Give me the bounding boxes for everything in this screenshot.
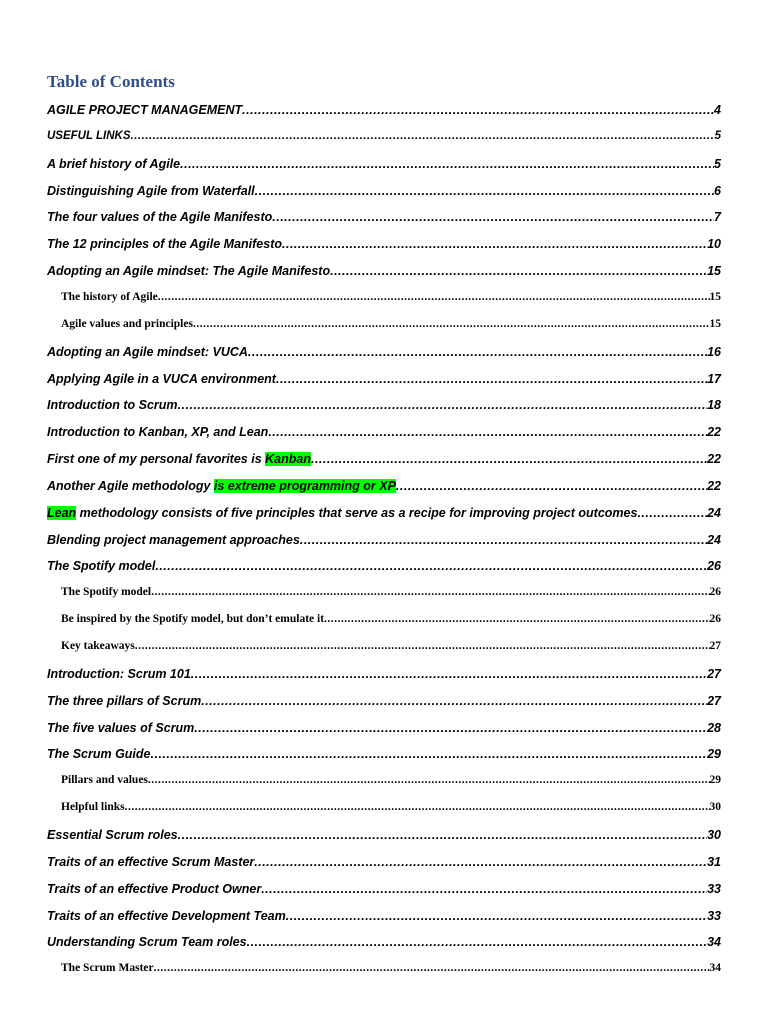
dot-leader <box>255 184 714 198</box>
toc-entry-title <box>47 721 194 735</box>
entry-text: Adopting an Agile mindset: The Agile Manifesto <box>47 264 331 279</box>
dot-leader <box>154 962 710 974</box>
toc-entry[interactable] <box>47 882 721 896</box>
dot-leader <box>254 855 707 869</box>
page-number: 24 <box>707 505 721 520</box>
entry-text: Traits of an effective Scrum Master <box>47 854 255 869</box>
entry-text: Pillars and values <box>61 774 148 787</box>
entry-text: Introduction to Kanban, XP, and Lean <box>47 425 269 440</box>
dot-leader <box>148 774 710 786</box>
page-number: 26 <box>707 559 721 574</box>
dot-leader <box>286 909 707 923</box>
entry-text: Agile values and principles <box>61 317 193 330</box>
page-number: 4 <box>714 103 721 117</box>
toc-entry[interactable] <box>47 237 721 251</box>
toc-entry-title <box>47 882 261 896</box>
dot-leader <box>125 801 710 813</box>
page-number: 22 <box>707 452 721 467</box>
dot-leader <box>248 345 707 359</box>
entry-text: Traits of an effective Product Owner <box>47 881 262 896</box>
entry-text: Understanding Scrum Team roles <box>47 935 247 950</box>
toc-subentry[interactable] <box>61 801 721 813</box>
dot-leader <box>282 237 707 251</box>
toc-entry[interactable] <box>47 130 721 142</box>
entry-text: The Spotify model <box>47 559 156 574</box>
entry-text: The Scrum Master <box>61 962 154 975</box>
dot-leader <box>151 586 709 598</box>
entry-text: The five values of Scrum <box>47 720 195 735</box>
toc-subentry[interactable] <box>61 586 721 598</box>
page-number: 30 <box>709 801 721 814</box>
page-number: 24 <box>707 532 721 547</box>
page-number: 26 <box>709 613 721 626</box>
toc-entry-title <box>61 318 193 330</box>
toc-entry-title <box>47 157 180 171</box>
toc-title: Table of Contents <box>47 72 175 91</box>
page-number: 31 <box>707 854 721 869</box>
entry-text: Adopting an Agile mindset: VUCA <box>47 344 248 359</box>
toc-entry-title <box>47 210 272 224</box>
toc-subentry[interactable] <box>61 640 721 652</box>
entry-text: The four values of the Agile Manifesto <box>47 210 273 225</box>
toc-entry-title <box>61 291 158 303</box>
dot-leader <box>178 398 708 412</box>
toc-entry-title <box>47 372 276 386</box>
dot-leader <box>637 506 707 520</box>
entry-text: The three pillars of Scrum <box>47 693 202 708</box>
page-number: 15 <box>709 290 721 303</box>
toc-entry-title <box>47 479 396 493</box>
page-number: 34 <box>709 962 721 975</box>
entry-text: Be inspired by the Spotify model, but don’t emulate it <box>61 613 325 626</box>
entry-text: The history of Agile <box>61 290 158 303</box>
toc-entry-title <box>47 184 255 198</box>
toc-entry-title <box>47 533 300 547</box>
toc-entry[interactable] <box>47 855 721 869</box>
dot-leader <box>191 667 707 681</box>
entry-text: The Scrum Guide <box>47 747 151 762</box>
page-number: 33 <box>707 908 721 923</box>
entry-text: Traits of an effective Development Team <box>47 908 286 923</box>
dot-leader <box>276 372 707 386</box>
entry-text: The Spotify model <box>61 586 152 599</box>
toc-entry-title <box>61 962 154 974</box>
entry-text: The 12 principles of the Agile Manifesto <box>47 237 282 252</box>
dot-leader <box>268 425 707 439</box>
toc-subentry[interactable] <box>61 774 721 786</box>
page-number: 29 <box>709 774 721 787</box>
toc-entry[interactable] <box>47 425 721 439</box>
page-number: 26 <box>709 586 721 599</box>
toc-entry-title <box>47 694 201 708</box>
page-number: 5 <box>714 156 721 171</box>
entry-text: USEFUL LINKS <box>47 129 131 142</box>
toc-entry[interactable] <box>47 506 721 520</box>
page-number: 33 <box>707 881 721 896</box>
toc-subentry[interactable] <box>61 613 721 625</box>
toc-subentry[interactable] <box>61 962 721 974</box>
dot-leader <box>261 882 707 896</box>
dot-leader <box>180 157 714 171</box>
toc-entry-title <box>61 640 135 652</box>
toc-entry[interactable] <box>47 935 721 949</box>
toc-entry[interactable] <box>47 210 721 224</box>
dot-leader <box>324 613 709 625</box>
toc-entry-title <box>47 452 311 466</box>
toc-entry[interactable] <box>47 747 721 761</box>
dot-leader <box>300 533 707 547</box>
page-number: 6 <box>714 183 721 198</box>
entry-text: Introduction to Scrum <box>47 398 178 413</box>
dot-leader <box>131 130 715 142</box>
toc-entry[interactable] <box>47 372 721 386</box>
toc-entry-title <box>47 345 248 359</box>
toc-entry[interactable] <box>47 533 721 547</box>
entry-text: Essential Scrum roles <box>47 827 178 842</box>
toc-entry-title <box>47 855 254 869</box>
page-number: 7 <box>714 210 721 225</box>
toc-entry[interactable] <box>47 103 721 117</box>
dot-leader <box>247 935 708 949</box>
page-number: 27 <box>707 693 721 708</box>
toc-entry[interactable] <box>47 909 721 923</box>
page-number: 22 <box>707 478 721 493</box>
toc-entry[interactable] <box>47 184 721 198</box>
toc-entry[interactable] <box>47 157 721 171</box>
page-number: 27 <box>707 666 721 681</box>
dot-leader <box>193 318 710 330</box>
highlighted-text: is extreme programming or XP <box>213 478 396 493</box>
toc-entry-title <box>47 130 131 142</box>
page-number: 22 <box>707 425 721 440</box>
page-number: 34 <box>707 935 721 950</box>
entry-text: A brief history of Agile <box>47 156 181 171</box>
dot-leader <box>135 640 710 652</box>
dot-leader <box>194 721 707 735</box>
toc-entry-title <box>47 103 242 117</box>
toc-entry-title <box>61 801 125 813</box>
toc-entry[interactable] <box>47 264 721 278</box>
toc-entry[interactable] <box>47 828 721 842</box>
entry-text: AGILE PROJECT MANAGEMENT <box>47 103 243 117</box>
toc-entry-title <box>61 613 324 625</box>
entry-text: Applying Agile in a VUCA environment <box>47 371 276 386</box>
toc-entry[interactable] <box>47 721 721 735</box>
page-number: 30 <box>707 827 721 842</box>
page-number: 5 <box>714 129 721 142</box>
entry-text: methodology consists of five principles that serve as a recipe for improving project outcomes <box>76 505 638 520</box>
entry-text: Blending project management approaches <box>47 532 300 547</box>
page-number: 15 <box>709 317 721 330</box>
page-number: 10 <box>707 237 721 252</box>
toc-entry[interactable] <box>47 667 721 681</box>
entry-text: Another Agile methodology <box>47 478 214 493</box>
toc-entry[interactable] <box>47 479 721 493</box>
toc-entry-title <box>47 747 151 761</box>
dot-leader <box>330 264 707 278</box>
dot-leader <box>242 103 714 117</box>
toc-entry[interactable] <box>47 694 721 708</box>
toc-entry-title <box>47 828 178 842</box>
page-number: 27 <box>709 640 721 652</box>
dot-leader <box>151 747 708 761</box>
dot-leader <box>396 479 707 493</box>
page-number: 28 <box>707 720 721 735</box>
toc-entry-title <box>47 935 247 949</box>
dot-leader <box>201 694 707 708</box>
toc-entry-title <box>47 237 282 251</box>
toc-entry-title <box>47 559 155 573</box>
toc-entry-title <box>47 506 637 520</box>
dot-leader <box>158 291 710 303</box>
entry-text: Key takeaways <box>61 640 135 652</box>
toc-subentry[interactable] <box>61 291 721 303</box>
entry-text: Introduction: Scrum 101 <box>47 666 191 681</box>
highlighted-text: Kanban <box>265 452 311 467</box>
toc-subentry[interactable] <box>61 318 721 330</box>
page-number: 17 <box>707 371 721 386</box>
entry-text: Distinguishing Agile from Waterfall <box>47 183 255 198</box>
dot-leader <box>155 559 707 573</box>
toc-entry-title <box>47 425 268 439</box>
page-number: 16 <box>707 344 721 359</box>
page-number: 18 <box>707 398 721 413</box>
toc-entry-title <box>47 667 191 681</box>
toc-entry[interactable] <box>47 398 721 412</box>
toc-entry[interactable] <box>47 452 721 466</box>
toc-entry-title <box>61 774 148 786</box>
dot-leader <box>311 452 707 466</box>
toc-entry-title <box>61 586 151 598</box>
page-number: 29 <box>707 747 721 762</box>
entry-text: Helpful links <box>61 801 125 814</box>
toc-entry-title <box>47 398 178 412</box>
dot-leader <box>272 210 714 224</box>
toc-entry[interactable] <box>47 559 721 573</box>
page-number: 15 <box>707 264 721 279</box>
dot-leader <box>178 828 707 842</box>
toc-entry-title <box>47 264 330 278</box>
toc-entry-title <box>47 909 286 923</box>
entry-text: First one of my personal favorites is <box>47 452 266 467</box>
highlighted-text: Lean <box>47 505 77 520</box>
toc-entry[interactable] <box>47 345 721 359</box>
